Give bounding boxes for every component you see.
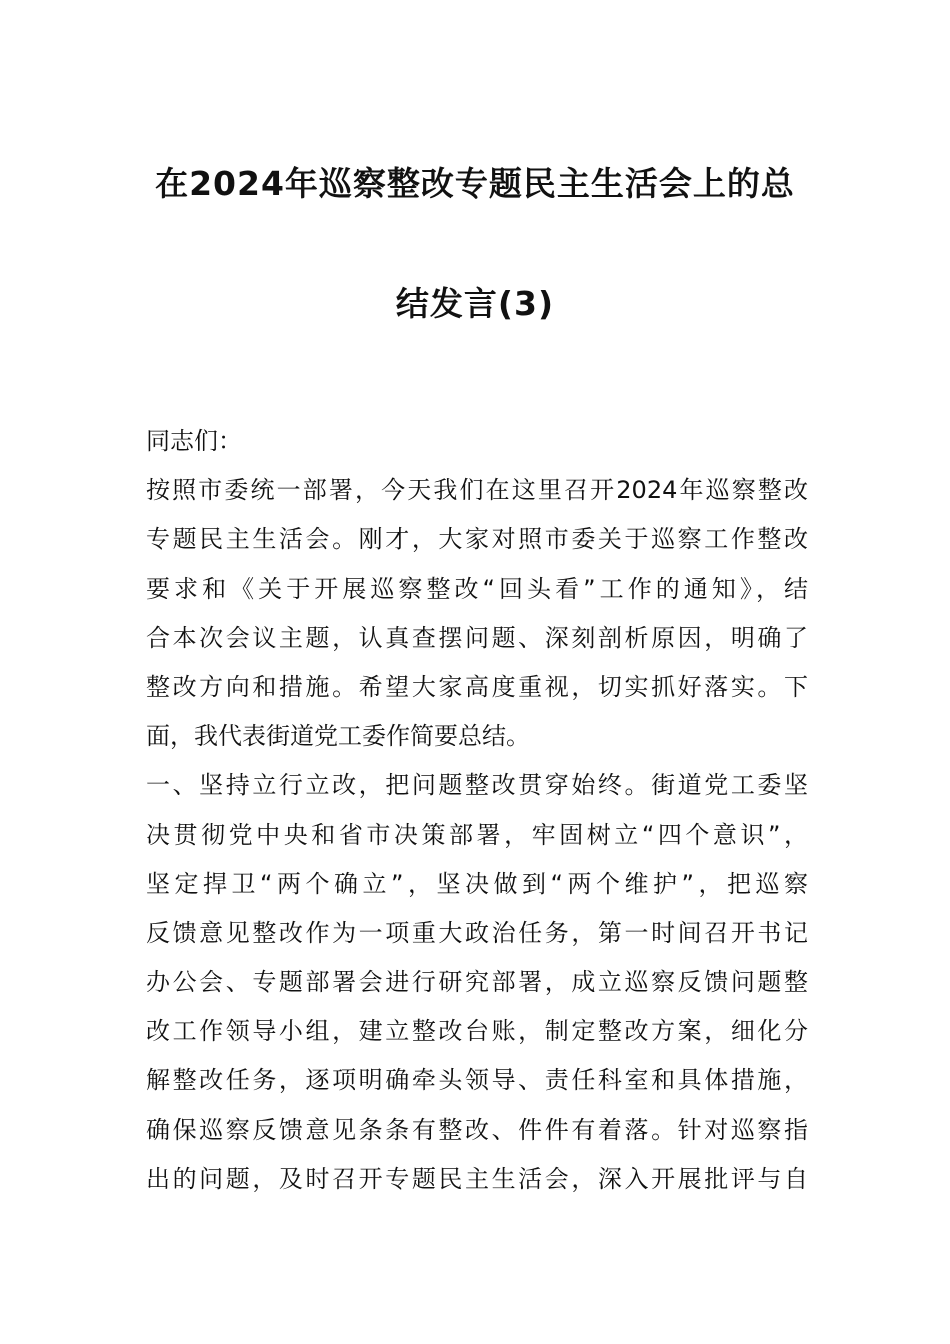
body-line: 整改方向和措施。希望大家高度重视，切实抓好落实。下 — [146, 672, 808, 701]
body-line: 出的问题，及时召开专题民主生活会，深入开展批评与自 — [146, 1164, 808, 1193]
document-body — [146, 417, 808, 1204]
body-line: 改工作领导小组，建立整改台账，制定整改方案，细化分 — [146, 1017, 808, 1046]
body-line: 要求和《关于开展巡察整改“回头看”工作的通知》，结 — [146, 574, 808, 603]
salutation: 同志们： — [146, 427, 242, 455]
body-line: 面，我代表街道党工委作简要总结。 — [146, 722, 530, 751]
document-title-line-1: 在2024年巡察整改专题民主生活会上的总 — [155, 164, 795, 203]
body-line: 解整改任务，逐项明确牵头领导、责任科室和具体措施， — [146, 1066, 808, 1095]
body-line: 合本次会议主题，认真查摆问题、深刻剖析原因，明确了 — [146, 623, 808, 652]
body-line: 一、坚持立行立改，把问题整改贯穿始终。街道党工委坚 — [146, 771, 808, 800]
body-line: 坚定捍卫“两个确立”，坚决做到“两个维护”，把巡察 — [146, 869, 808, 898]
body-line: 按照市委统一部署，今天我们在这里召开2024年巡察整改 — [146, 476, 808, 505]
body-line: 决贯彻党中央和省市决策部署，牢固树立“四个意识”， — [146, 820, 808, 849]
body-line: 办公会、专题部署会进行研究部署，成立巡察反馈问题整 — [146, 968, 808, 997]
body-line: 反馈意见整改作为一项重大政治任务，第一时间召开书记 — [146, 918, 808, 947]
document-title-line-2: 结发言(3) — [395, 284, 555, 323]
body-line: 专题民主生活会。刚才，大家对照市委关于巡察工作整改 — [146, 525, 808, 554]
body-line: 确保巡察反馈意见条条有整改、件件有着落。针对巡察指 — [146, 1115, 808, 1144]
